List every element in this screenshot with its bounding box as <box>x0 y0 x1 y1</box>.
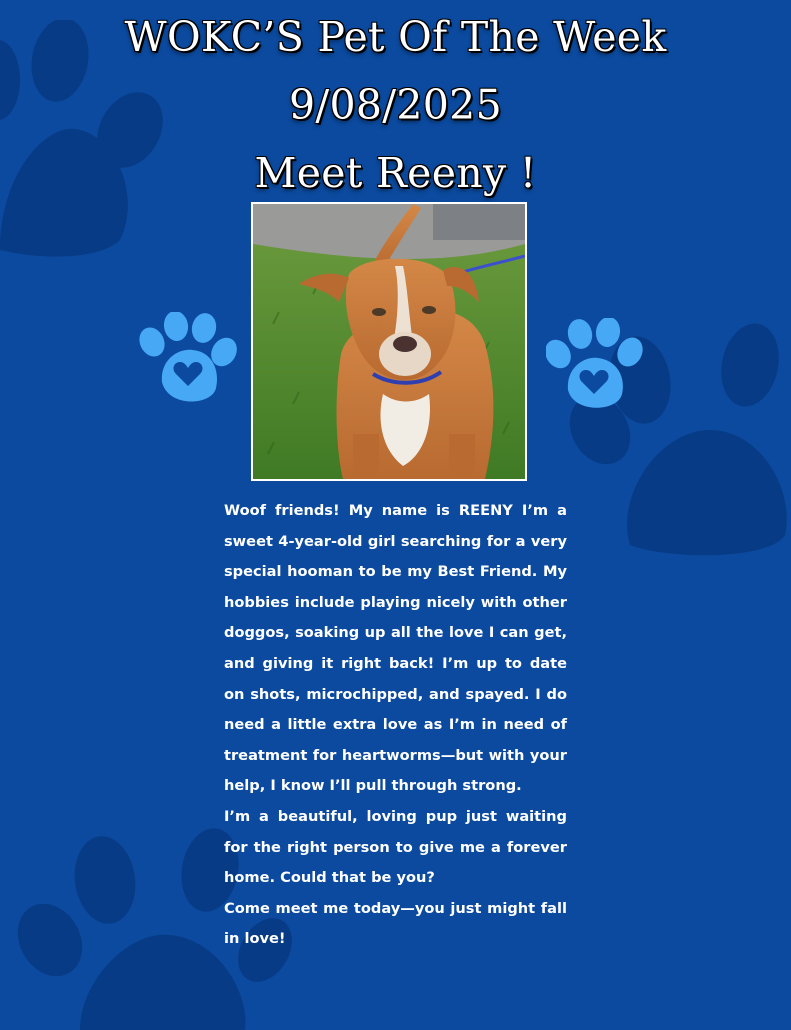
pet-intro-heading: Meet Reeny ! <box>254 149 537 197</box>
description-paragraph: Come meet me today—you just might fall in love! <box>224 899 567 948</box>
page-title: WOKC’S Pet Of The Week <box>124 13 667 61</box>
pet-photo <box>251 202 527 481</box>
dog-photo-illustration <box>253 204 525 479</box>
description-paragraph: Woof friends! My name is REENY I’m a sweet 4-year-old girl searching for a very special hooman to be my Best Friend. My hobbies include playing nicely with other doggos, soaking up all the love I can get, and giving it right back! I’m up to date on shots, microchipped, and spayed. I do need a little extra love as I’m in need of treatment for heartworms—but with your help, I know I’ll pull through strong. <box>224 502 567 795</box>
heart-paw-icon <box>546 318 644 414</box>
heart-paw-icon <box>138 312 238 408</box>
pet-description <box>224 496 567 955</box>
description-paragraph: I’m a beautiful, loving pup just waiting for the right person to give me a forever home. Could that be you? <box>224 807 567 887</box>
feature-date: 9/08/2025 <box>289 81 502 129</box>
